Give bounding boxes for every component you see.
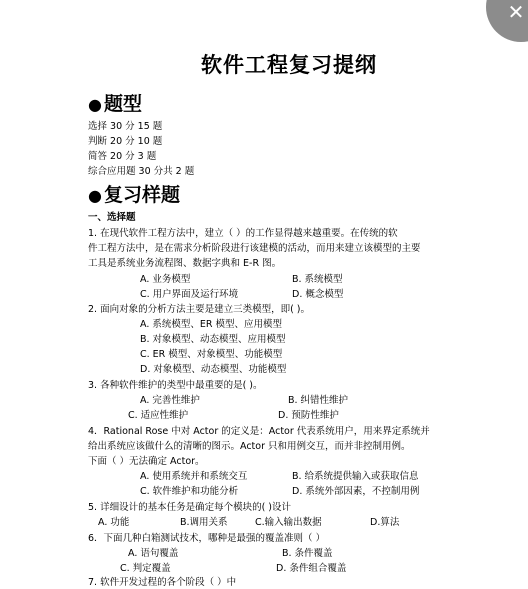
question-2-text: 2. 面向对象的分析方法主要是建立三类模型，即( )。	[88, 304, 311, 315]
question-4-option-c: C. 软件维护和功能分析	[140, 486, 239, 497]
question-type-line: 简答 20 分 3 题	[88, 151, 157, 162]
question-1-option-a: A. 业务模型	[140, 274, 191, 285]
question-4-text: 下面（ ）无法确定 Actor。	[88, 456, 205, 467]
bullet-icon: ●	[88, 95, 102, 114]
question-4-text: 给出系统应该做什么的清晰的图示。Actor 只和用例交互，而并非控制用例。	[88, 441, 411, 452]
section-heading-text: 复习样题	[103, 184, 180, 206]
question-type-line: 判断 20 分 10 题	[88, 136, 163, 147]
question-5-option-a: A. 功能	[98, 517, 130, 528]
question-3-option-a: A. 完善性维护	[140, 395, 200, 406]
question-4-text: 4．Rational Rose 中对 Actor 的定义是：Actor 代表系统用户，用来界定系统并	[88, 426, 430, 437]
question-3-text: 3. 各种软件维护的类型中最重要的是( )。	[88, 380, 263, 391]
question-4-option-b: B. 给系统提供输入或获取信息	[292, 471, 419, 482]
close-icon[interactable]: ✕	[507, 0, 525, 24]
document-title: 软件工程复习提纲	[201, 53, 377, 77]
section-heading-sample-questions	[88, 183, 180, 208]
question-6-option-a: A. 语句覆盖	[128, 548, 179, 559]
question-1-option-c: C. 用户界面及运行环境	[140, 289, 239, 300]
question-type-line: 选择 30 分 15 题	[88, 121, 163, 132]
question-3-option-c: C. 适应性维护	[128, 410, 189, 421]
question-5-text: 5. 详细设计的基本任务是确定每个模块的( )设计	[88, 502, 292, 513]
question-6-option-d: D. 条件组合覆盖	[276, 563, 347, 574]
bullet-icon: ●	[88, 186, 102, 205]
question-1-text: 工具是系统业务流程图、数据字典和 E-R 图。	[88, 258, 282, 269]
question-4-option-d: D. 系统外部因素，不控制用例	[292, 486, 420, 497]
question-6-option-c: C. 判定覆盖	[120, 563, 171, 574]
question-type-line: 综合应用题 30 分共 2 题	[88, 166, 195, 177]
question-2-option-c: C. ER 模型、对象模型、功能模型	[140, 349, 283, 360]
subsection-heading: 一、选择题	[88, 212, 136, 223]
question-6-option-b: B. 条件覆盖	[282, 548, 333, 559]
question-4-option-a: A. 使用系统并和系统交互	[140, 471, 248, 482]
question-5-option-c: C.输入输出数据	[255, 517, 322, 528]
question-5-option-b: B.调用关系	[180, 517, 228, 528]
question-3-option-b: B. 纠错性维护	[288, 395, 349, 406]
question-1-option-d: D. 概念模型	[292, 289, 344, 300]
question-7-text-partial: 7. 软件开发过程的各个阶段（ ）中	[88, 577, 237, 588]
question-1-text: 件工程方法中，是在需求分析阶段进行该建模的活动，而用来建立该模型的主要	[88, 243, 421, 254]
section-heading-text: 题型	[103, 93, 142, 115]
section-heading-question-types	[88, 92, 142, 117]
question-6-text: 6．下面几种白箱测试技术，哪种是最强的覆盖准则（ ）	[88, 533, 326, 544]
question-3-option-d: D. 预防性维护	[278, 410, 339, 421]
question-2-option-a: A. 系统模型、ER 模型、应用模型	[140, 319, 282, 330]
question-2-option-d: D. 对象模型、动态模型、功能模型	[140, 364, 287, 375]
question-1-option-b: B. 系统模型	[292, 274, 343, 285]
question-2-option-b: B. 对象模型、动态模型、应用模型	[140, 334, 286, 345]
question-1-text: 1. 在现代软件工程方法中，建立（ ）的工作显得越来越重要。在传统的软	[88, 228, 398, 239]
question-5-option-d: D.算法	[370, 517, 400, 528]
